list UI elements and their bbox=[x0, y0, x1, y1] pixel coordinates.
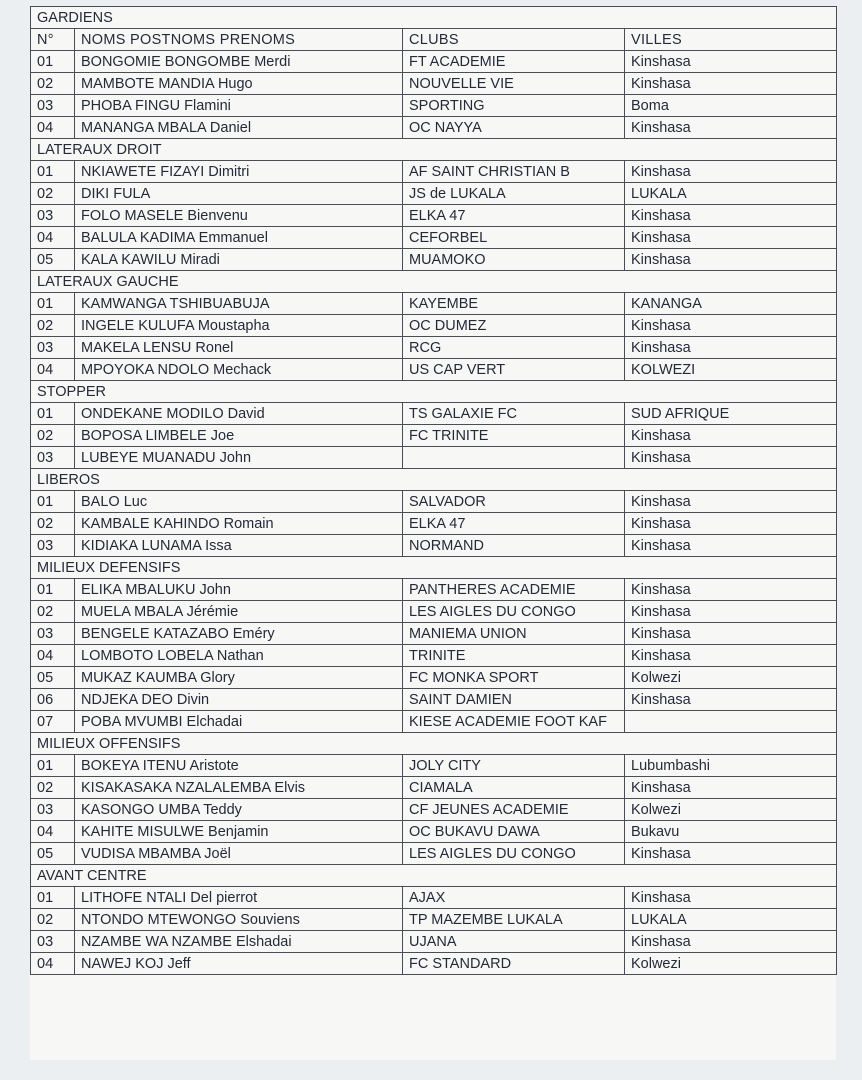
player-row bbox=[31, 425, 837, 447]
player-number: 04 bbox=[31, 645, 75, 667]
player-club: OC NAYYA bbox=[403, 117, 625, 139]
player-row bbox=[31, 315, 837, 337]
player-number: 03 bbox=[31, 95, 75, 117]
player-number: 01 bbox=[31, 51, 75, 73]
player-row bbox=[31, 821, 837, 843]
player-city: Kinshasa bbox=[625, 579, 837, 601]
player-row bbox=[31, 513, 837, 535]
player-city: Kinshasa bbox=[625, 315, 837, 337]
section-title-row bbox=[31, 271, 837, 293]
player-city: Kinshasa bbox=[625, 161, 837, 183]
player-row bbox=[31, 447, 837, 469]
player-city: Kinshasa bbox=[625, 73, 837, 95]
player-club: ELKA 47 bbox=[403, 513, 625, 535]
player-city: LUKALA bbox=[625, 909, 837, 931]
player-club: FC TRINITE bbox=[403, 425, 625, 447]
player-name: LITHOFE NTALI Del pierrot bbox=[75, 887, 403, 909]
player-city: KOLWEZI bbox=[625, 359, 837, 381]
player-city: Kinshasa bbox=[625, 227, 837, 249]
player-name: PHOBA FINGU Flamini bbox=[75, 95, 403, 117]
player-row bbox=[31, 909, 837, 931]
player-row bbox=[31, 601, 837, 623]
player-number: 06 bbox=[31, 689, 75, 711]
player-club: TS GALAXIE FC bbox=[403, 403, 625, 425]
player-city: Kinshasa bbox=[625, 623, 837, 645]
player-name: NZAMBE WA NZAMBE Elshadai bbox=[75, 931, 403, 953]
player-club: FC STANDARD bbox=[403, 953, 625, 975]
player-number: 04 bbox=[31, 821, 75, 843]
player-number: 02 bbox=[31, 315, 75, 337]
section-title-row bbox=[31, 733, 837, 755]
roster-sheet bbox=[30, 6, 836, 1060]
player-club: SAINT DAMIEN bbox=[403, 689, 625, 711]
player-name: BALULA KADIMA Emmanuel bbox=[75, 227, 403, 249]
player-row bbox=[31, 73, 837, 95]
player-name: MUKAZ KAUMBA Glory bbox=[75, 667, 403, 689]
player-number: 05 bbox=[31, 843, 75, 865]
section-title-row bbox=[31, 381, 837, 403]
player-name: BENGELE KATAZABO Eméry bbox=[75, 623, 403, 645]
roster-table bbox=[30, 6, 837, 975]
section-title: MILIEUX OFFENSIFS bbox=[31, 733, 837, 755]
player-row bbox=[31, 689, 837, 711]
player-club: KIESE ACADEMIE FOOT KAF bbox=[403, 711, 625, 733]
player-row bbox=[31, 953, 837, 975]
player-row bbox=[31, 403, 837, 425]
player-row bbox=[31, 667, 837, 689]
player-club: ELKA 47 bbox=[403, 205, 625, 227]
player-name: KAHITE MISULWE Benjamin bbox=[75, 821, 403, 843]
player-city: Kinshasa bbox=[625, 205, 837, 227]
player-city: Kinshasa bbox=[625, 491, 837, 513]
player-name: KAMWANGA TSHIBUABUJA bbox=[75, 293, 403, 315]
player-name: NKIAWETE FIZAYI Dimitri bbox=[75, 161, 403, 183]
player-club: PANTHERES ACADEMIE bbox=[403, 579, 625, 601]
player-row bbox=[31, 711, 837, 733]
player-name: KISAKASAKA NZALALEMBA Elvis bbox=[75, 777, 403, 799]
player-club: CIAMALA bbox=[403, 777, 625, 799]
player-club: CEFORBEL bbox=[403, 227, 625, 249]
player-city: Boma bbox=[625, 95, 837, 117]
player-club: SALVADOR bbox=[403, 491, 625, 513]
player-number: 04 bbox=[31, 359, 75, 381]
player-name: LUBEYE MUANADU John bbox=[75, 447, 403, 469]
player-club: MANIEMA UNION bbox=[403, 623, 625, 645]
player-name: NAWEJ KOJ Jeff bbox=[75, 953, 403, 975]
player-row bbox=[31, 623, 837, 645]
player-row bbox=[31, 799, 837, 821]
section-title: AVANT CENTRE bbox=[31, 865, 837, 887]
player-row bbox=[31, 161, 837, 183]
player-number: 07 bbox=[31, 711, 75, 733]
player-name: KIDIAKA LUNAMA Issa bbox=[75, 535, 403, 557]
player-city: Kinshasa bbox=[625, 887, 837, 909]
player-name: VUDISA MBAMBA Joël bbox=[75, 843, 403, 865]
player-row bbox=[31, 95, 837, 117]
player-club: AJAX bbox=[403, 887, 625, 909]
player-row bbox=[31, 183, 837, 205]
player-row bbox=[31, 645, 837, 667]
player-number: 01 bbox=[31, 579, 75, 601]
player-number: 02 bbox=[31, 601, 75, 623]
player-club: LES AIGLES DU CONGO bbox=[403, 843, 625, 865]
player-club: KAYEMBE bbox=[403, 293, 625, 315]
player-number: 02 bbox=[31, 183, 75, 205]
player-city: Kinshasa bbox=[625, 645, 837, 667]
player-number: 01 bbox=[31, 161, 75, 183]
player-club: US CAP VERT bbox=[403, 359, 625, 381]
player-number: 03 bbox=[31, 205, 75, 227]
player-club: CF JEUNES ACADEMIE bbox=[403, 799, 625, 821]
player-row bbox=[31, 117, 837, 139]
player-name: BALO Luc bbox=[75, 491, 403, 513]
player-name: MANANGA MBALA Daniel bbox=[75, 117, 403, 139]
player-club: OC DUMEZ bbox=[403, 315, 625, 337]
player-name: BONGOMIE BONGOMBE Merdi bbox=[75, 51, 403, 73]
section-title: LATERAUX GAUCHE bbox=[31, 271, 837, 293]
player-number: 04 bbox=[31, 117, 75, 139]
player-row bbox=[31, 227, 837, 249]
player-name: KASONGO UMBA Teddy bbox=[75, 799, 403, 821]
player-city: Kinshasa bbox=[625, 931, 837, 953]
player-club: OC BUKAVU DAWA bbox=[403, 821, 625, 843]
player-city: Kinshasa bbox=[625, 843, 837, 865]
player-number: 02 bbox=[31, 73, 75, 95]
section-title-row bbox=[31, 557, 837, 579]
player-club: FT ACADEMIE bbox=[403, 51, 625, 73]
player-row bbox=[31, 293, 837, 315]
player-number: 03 bbox=[31, 447, 75, 469]
player-number: 03 bbox=[31, 535, 75, 557]
section-title: STOPPER bbox=[31, 381, 837, 403]
player-club: JS de LUKALA bbox=[403, 183, 625, 205]
player-row bbox=[31, 51, 837, 73]
section-title-row bbox=[31, 7, 837, 29]
player-city bbox=[625, 711, 837, 733]
player-number: 04 bbox=[31, 953, 75, 975]
player-row bbox=[31, 359, 837, 381]
player-club: FC MONKA SPORT bbox=[403, 667, 625, 689]
player-name: LOMBOTO LOBELA Nathan bbox=[75, 645, 403, 667]
player-number: 05 bbox=[31, 667, 75, 689]
player-city: Kinshasa bbox=[625, 117, 837, 139]
header-number: N° bbox=[31, 29, 75, 51]
player-number: 03 bbox=[31, 799, 75, 821]
player-club: UJANA bbox=[403, 931, 625, 953]
player-club: LES AIGLES DU CONGO bbox=[403, 601, 625, 623]
player-name: ELIKA MBALUKU John bbox=[75, 579, 403, 601]
player-name: KALA KAWILU Miradi bbox=[75, 249, 403, 271]
player-number: 01 bbox=[31, 491, 75, 513]
section-title: LIBEROS bbox=[31, 469, 837, 491]
header-name: NOMS POSTNOMS PRENOMS bbox=[75, 29, 403, 51]
header-club: CLUBS bbox=[403, 29, 625, 51]
player-club: NORMAND bbox=[403, 535, 625, 557]
player-city: Lubumbashi bbox=[625, 755, 837, 777]
player-city: Kinshasa bbox=[625, 51, 837, 73]
player-row bbox=[31, 249, 837, 271]
section-title-row bbox=[31, 469, 837, 491]
player-name: KAMBALE KAHINDO Romain bbox=[75, 513, 403, 535]
header-city: VILLES bbox=[625, 29, 837, 51]
player-city: Kinshasa bbox=[625, 777, 837, 799]
player-name: MAKELA LENSU Ronel bbox=[75, 337, 403, 359]
player-row bbox=[31, 535, 837, 557]
player-number: 02 bbox=[31, 425, 75, 447]
player-city: LUKALA bbox=[625, 183, 837, 205]
player-city: SUD AFRIQUE bbox=[625, 403, 837, 425]
player-number: 01 bbox=[31, 755, 75, 777]
section-title: LATERAUX DROIT bbox=[31, 139, 837, 161]
player-city: Kinshasa bbox=[625, 425, 837, 447]
player-city: Kinshasa bbox=[625, 337, 837, 359]
player-club: TRINITE bbox=[403, 645, 625, 667]
player-row bbox=[31, 777, 837, 799]
player-club: AF SAINT CHRISTIAN B bbox=[403, 161, 625, 183]
player-row bbox=[31, 491, 837, 513]
player-club: NOUVELLE VIE bbox=[403, 73, 625, 95]
player-name: INGELE KULUFA Moustapha bbox=[75, 315, 403, 337]
player-name: NDJEKA DEO Divin bbox=[75, 689, 403, 711]
player-number: 01 bbox=[31, 887, 75, 909]
player-row bbox=[31, 755, 837, 777]
player-club: TP MAZEMBE LUKALA bbox=[403, 909, 625, 931]
player-name: MUELA MBALA Jérémie bbox=[75, 601, 403, 623]
player-row bbox=[31, 931, 837, 953]
player-name: BOKEYA ITENU Aristote bbox=[75, 755, 403, 777]
player-number: 03 bbox=[31, 337, 75, 359]
player-number: 05 bbox=[31, 249, 75, 271]
player-row bbox=[31, 579, 837, 601]
column-header-row bbox=[31, 29, 837, 51]
player-name: DIKI FULA bbox=[75, 183, 403, 205]
player-number: 02 bbox=[31, 513, 75, 535]
player-name: ONDEKANE MODILO David bbox=[75, 403, 403, 425]
player-row bbox=[31, 205, 837, 227]
player-club: SPORTING bbox=[403, 95, 625, 117]
player-city: KANANGA bbox=[625, 293, 837, 315]
player-number: 02 bbox=[31, 909, 75, 931]
section-title: GARDIENS bbox=[31, 7, 837, 29]
player-city: Bukavu bbox=[625, 821, 837, 843]
player-number: 03 bbox=[31, 931, 75, 953]
player-name: MPOYOKA NDOLO Mechack bbox=[75, 359, 403, 381]
player-name: BOPOSA LIMBELE Joe bbox=[75, 425, 403, 447]
player-number: 02 bbox=[31, 777, 75, 799]
player-city: Kolwezi bbox=[625, 667, 837, 689]
player-number: 04 bbox=[31, 227, 75, 249]
section-title: MILIEUX DEFENSIFS bbox=[31, 557, 837, 579]
player-club: JOLY CITY bbox=[403, 755, 625, 777]
player-club: RCG bbox=[403, 337, 625, 359]
player-city: Kinshasa bbox=[625, 601, 837, 623]
section-title-row bbox=[31, 139, 837, 161]
player-number: 01 bbox=[31, 403, 75, 425]
player-row bbox=[31, 887, 837, 909]
player-name: MAMBOTE MANDIA Hugo bbox=[75, 73, 403, 95]
player-city: Kolwezi bbox=[625, 799, 837, 821]
player-name: FOLO MASELE Bienvenu bbox=[75, 205, 403, 227]
player-row bbox=[31, 337, 837, 359]
player-city: Kolwezi bbox=[625, 953, 837, 975]
player-number: 01 bbox=[31, 293, 75, 315]
player-city: Kinshasa bbox=[625, 447, 837, 469]
player-city: Kinshasa bbox=[625, 689, 837, 711]
player-number: 03 bbox=[31, 623, 75, 645]
player-name: POBA MVUMBI Elchadai bbox=[75, 711, 403, 733]
section-title-row bbox=[31, 865, 837, 887]
player-club: MUAMOKO bbox=[403, 249, 625, 271]
player-city: Kinshasa bbox=[625, 535, 837, 557]
player-name: NTONDO MTEWONGO Souviens bbox=[75, 909, 403, 931]
player-city: Kinshasa bbox=[625, 513, 837, 535]
player-club bbox=[403, 447, 625, 469]
player-row bbox=[31, 843, 837, 865]
player-city: Kinshasa bbox=[625, 249, 837, 271]
